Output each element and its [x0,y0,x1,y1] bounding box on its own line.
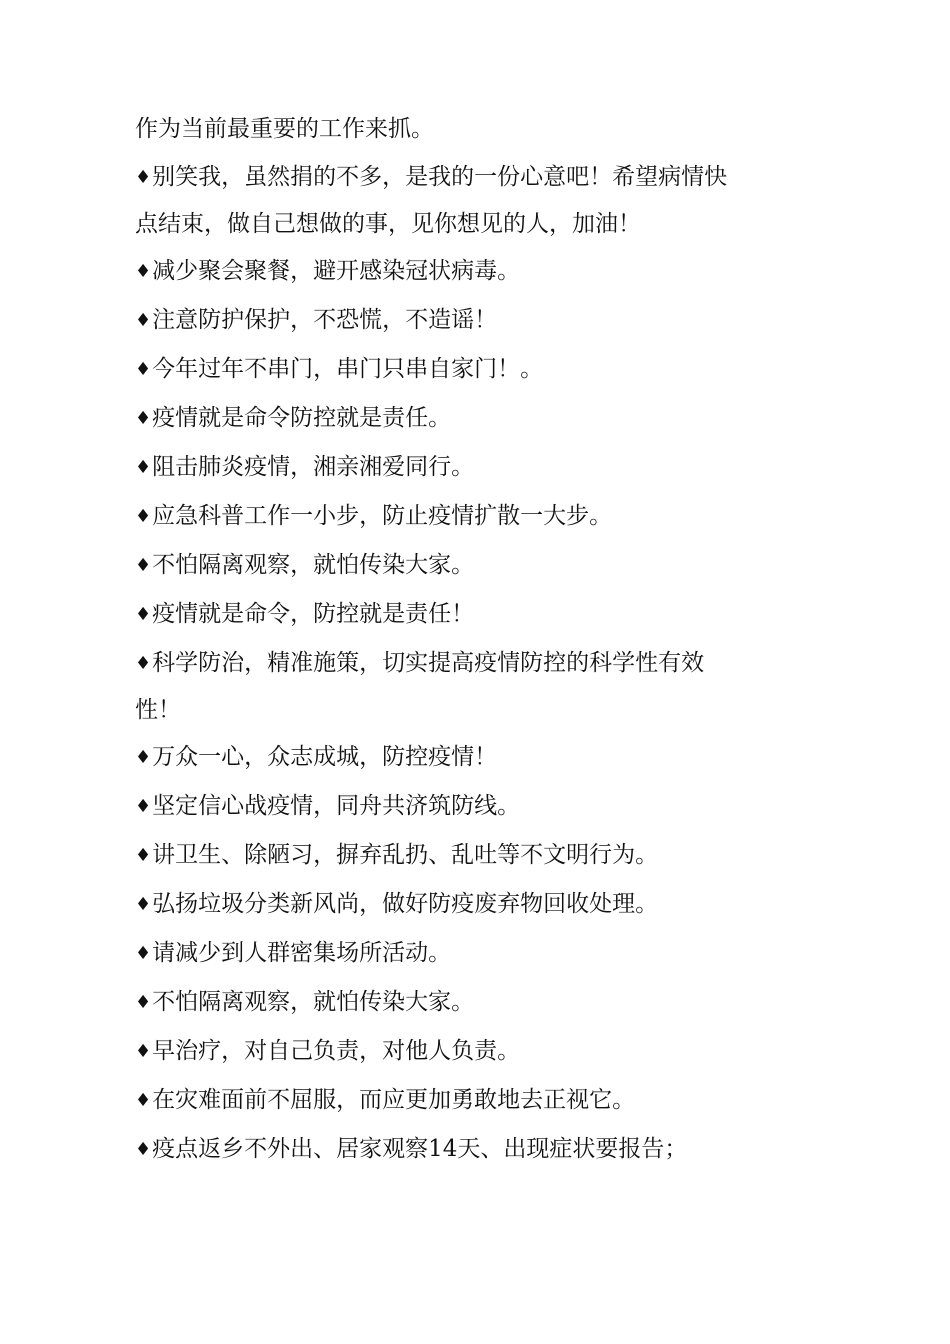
list-item [135,837,745,874]
list-item [135,253,745,290]
diamond-bullet-icon: ♦ [135,845,152,866]
diamond-bullet-icon: ♦ [135,457,152,478]
diamond-bullet-icon: ♦ [135,261,152,282]
list-item [135,1082,745,1119]
diamond-bullet-icon: ♦ [135,167,152,188]
list-item-text: 不怕隔离观察，就怕传染大家。 [152,552,475,578]
list-item [135,154,745,248]
list-item-text: 坚定信心战疫情，同舟共济筑防线。 [152,793,521,819]
diamond-bullet-icon: ♦ [135,408,152,429]
diamond-bullet-icon: ♦ [135,1090,152,1111]
list-item-text: 疫点返乡不外出、居家观察14天、出现症状要报告； [152,1136,688,1162]
list-item-text: 科学防治，精准施策，切实提高疫情防控的科学性有效性！ [135,650,705,723]
list-item-text: 阻击肺炎疫情，湘亲湘爱同行。 [152,454,475,480]
list-item-text: 别笑我，虽然捐的不多，是我的一份心意吧！希望病情快点结束，做自己想做的事，见你想见的人，加油！ [135,164,728,237]
list-item-text: 应急科普工作一小步，防止疫情扩散一大步。 [152,503,613,529]
list-item [135,739,745,776]
diamond-bullet-icon: ♦ [135,1139,152,1160]
list-item-text: 疫情就是命令防控就是责任。 [152,405,452,431]
list-item [135,400,745,437]
list-item [135,547,745,584]
list-item [135,498,745,535]
list-item-text: 减少聚会聚餐，避开感染冠状病毒。 [152,258,521,284]
list-item-text: 早治疗，对自己负责，对他人负责。 [152,1038,521,1064]
lead-line: 作为当前最重要的工作来抓。 [135,116,434,142]
diamond-bullet-icon: ♦ [135,1041,152,1062]
list-item-text: 请减少到人群密集场所活动。 [152,940,452,966]
list-item-text: 万众一心，众志成城，防控疫情！ [152,744,498,770]
diamond-bullet-icon: ♦ [135,310,152,331]
list-item [135,788,745,825]
list-item-text: 注意防护保护，不恐慌，不造谣！ [152,307,498,333]
list-item [135,1131,745,1168]
list-item-text: 不怕隔离观察，就怕传染大家。 [152,989,475,1015]
list-item [135,886,745,923]
diamond-bullet-icon: ♦ [135,604,152,625]
diamond-bullet-icon: ♦ [135,943,152,964]
list-item [135,449,745,486]
list-item [135,351,745,388]
list-item [135,640,745,734]
diamond-bullet-icon: ♦ [135,555,152,576]
diamond-bullet-icon: ♦ [135,992,152,1013]
list-item-text: 在灾难面前不屈服，而应更加勇敢地去正视它。 [152,1087,636,1113]
list-item [135,935,745,972]
diamond-bullet-icon: ♦ [135,747,152,768]
document-body [135,111,745,1180]
diamond-bullet-icon: ♦ [135,894,152,915]
list-item-text: 今年过年不串门，串门只串自家门！。 [152,356,544,382]
list-item [135,302,745,339]
list-item-text: 疫情就是命令，防控就是责任！ [152,601,475,627]
diamond-bullet-icon: ♦ [135,653,152,674]
list-item-text: 讲卫生、除陋习，摒弃乱扔、乱吐等不文明行为。 [152,842,659,868]
list-item [135,596,745,633]
diamond-bullet-icon: ♦ [135,359,152,380]
diamond-bullet-icon: ♦ [135,796,152,817]
list-item [135,984,745,1021]
list-item-text: 弘扬垃圾分类新风尚，做好防疫废弃物回收处理。 [152,891,659,917]
list-item [135,1033,745,1070]
diamond-bullet-icon: ♦ [135,506,152,527]
